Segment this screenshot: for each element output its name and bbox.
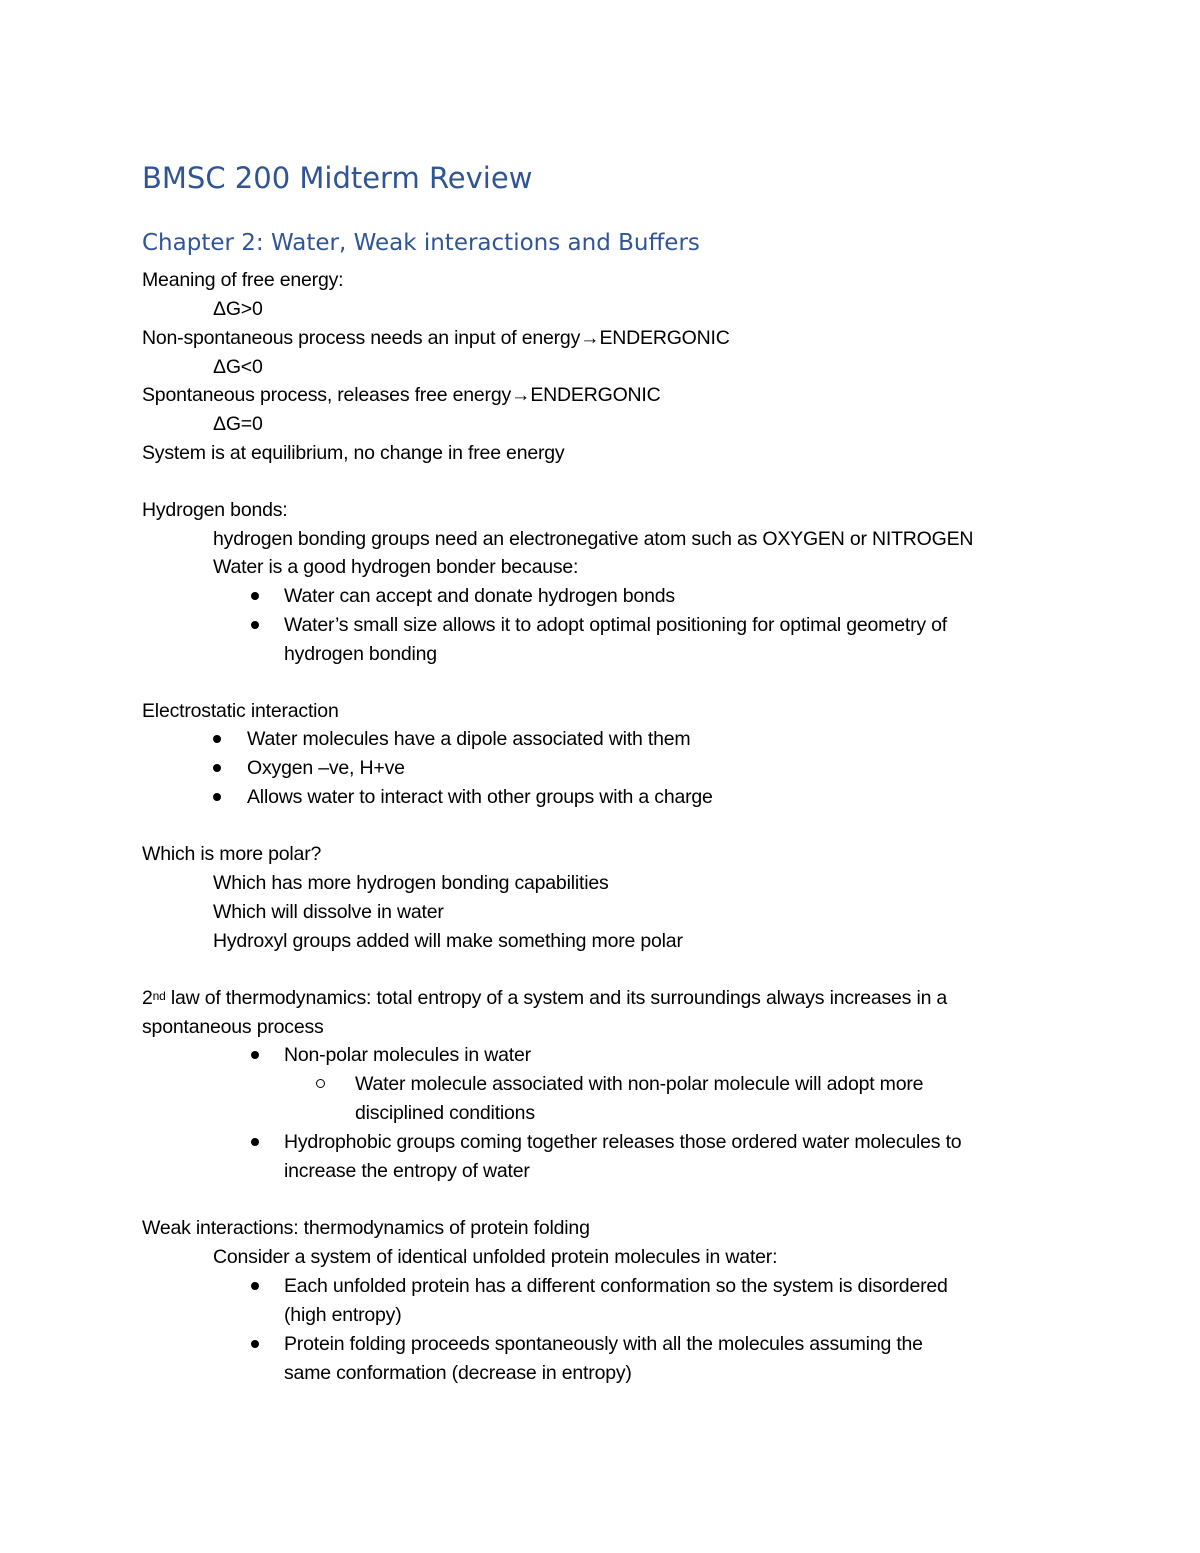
chapter-heading: Chapter 2: Water, Weak interactions and Buffers: [142, 230, 700, 256]
bullet-icon: [251, 1138, 259, 1146]
list-item-continuation: (high entropy): [284, 1304, 402, 1326]
polarity-line: Which will dissolve in water: [213, 901, 444, 923]
free-energy-heading: Meaning of free energy:: [142, 269, 344, 291]
protein-folding-heading: Weak interactions: thermodynamics of protein folding: [142, 1217, 590, 1239]
second-law-line: 2nd law of thermodynamics: total entropy of a system and its surroundings always increases in a: [142, 987, 948, 1009]
list-item: Water can accept and donate hydrogen bonds: [284, 585, 675, 607]
list-item: Non-polar molecules in water: [284, 1044, 531, 1066]
hollow-bullet-icon: [316, 1079, 325, 1088]
dg-positive-description: Non-spontaneous process needs an input of energy→ENDERGONIC: [142, 327, 730, 349]
list-item: Allows water to interact with other groups with a charge: [247, 786, 713, 808]
bullet-icon: [213, 735, 221, 743]
list-item: Oxygen –ve, H+ve: [247, 757, 405, 779]
dg-positive: ΔG>0: [213, 298, 263, 320]
arrow-right-icon: →: [580, 327, 600, 349]
polarity-heading: Which is more polar?: [142, 843, 322, 865]
dg-zero: ΔG=0: [213, 413, 263, 435]
arrow-right-icon: →: [511, 384, 531, 406]
list-item: Each unfolded protein has a different conformation so the system is disordered: [284, 1275, 948, 1297]
bullet-icon: [251, 1282, 259, 1290]
polarity-line: Hydroxyl groups added will make something more polar: [213, 930, 683, 952]
bullet-icon: [251, 1340, 259, 1348]
list-item: Water molecules have a dipole associated with them: [247, 728, 691, 750]
protein-folding-line: Consider a system of identical unfolded protein molecules in water:: [213, 1246, 778, 1268]
hydrogen-bonds-line: hydrogen bonding groups need an electronegative atom such as OXYGEN or NITROGEN: [213, 528, 974, 550]
document-title: BMSC 200 Midterm Review: [142, 161, 533, 195]
list-item: Water’s small size allows it to adopt optimal positioning for optimal geometry of: [284, 614, 947, 636]
list-item: Protein folding proceeds spontaneously with all the molecules assuming the: [284, 1333, 923, 1355]
list-item: Hydrophobic groups coming together releases those ordered water molecules to: [284, 1131, 962, 1153]
list-item-continuation: hydrogen bonding: [284, 643, 437, 665]
list-item-continuation: increase the entropy of water: [284, 1160, 530, 1182]
bullet-icon: [251, 621, 259, 629]
list-item-continuation: same conformation (decrease in entropy): [284, 1362, 632, 1384]
polarity-line: Which has more hydrogen bonding capabilities: [213, 872, 609, 894]
dg-zero-description: System is at equilibrium, no change in free energy: [142, 442, 565, 464]
electrostatic-heading: Electrostatic interaction: [142, 700, 339, 722]
dg-negative-description: Spontaneous process, releases free energy→ENDERGONIC: [142, 384, 661, 406]
second-law-continuation: spontaneous process: [142, 1016, 324, 1038]
sub-list-item-continuation: disciplined conditions: [355, 1102, 535, 1124]
hydrogen-bonds-line: Water is a good hydrogen bonder because:: [213, 556, 579, 578]
bullet-icon: [251, 1051, 259, 1059]
bullet-icon: [251, 592, 259, 600]
bullet-icon: [213, 764, 221, 772]
bullet-icon: [213, 793, 221, 801]
dg-negative: ΔG<0: [213, 356, 263, 378]
hydrogen-bonds-heading: Hydrogen bonds:: [142, 499, 288, 521]
sub-list-item: Water molecule associated with non-polar molecule will adopt more: [355, 1073, 924, 1095]
